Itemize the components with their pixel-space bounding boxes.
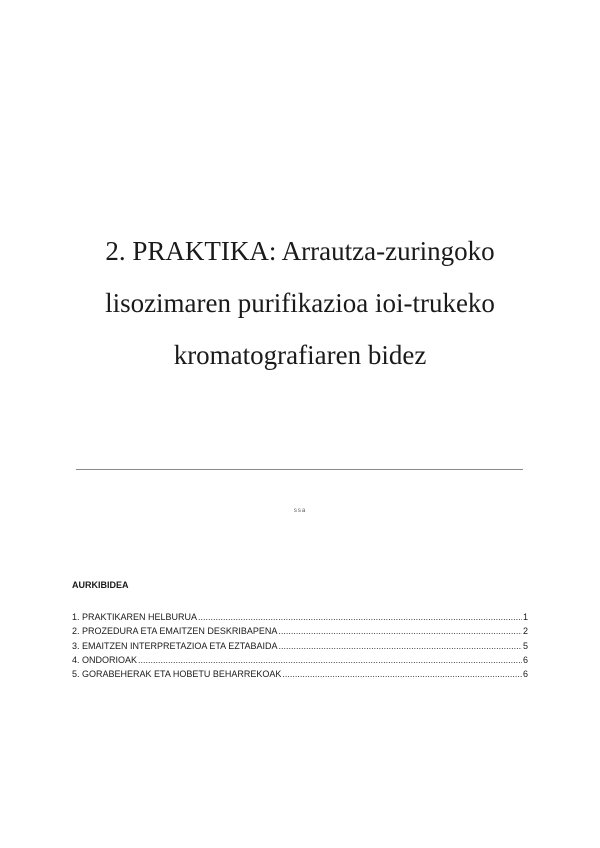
toc-entry[interactable] [72, 669, 528, 683]
toc-entry-label: 3. EMAITZEN INTERPRETAZIOA ETA EZTABAIDA [72, 640, 278, 651]
title-line-2: lisozimaren purifikazioa ioi-trukeko [105, 288, 495, 318]
toc-entry-page: 1 [522, 612, 528, 622]
toc-dot-leader [138, 655, 522, 665]
horizontal-divider [76, 469, 523, 470]
table-of-contents [72, 612, 528, 683]
toc-heading: AURKIBIDEA [72, 580, 129, 590]
toc-entry-page: 2 [522, 626, 528, 637]
toc-entry-label: 1. PRAKTIKAREN HELBURUA [72, 612, 198, 622]
toc-dot-leader [279, 641, 522, 651]
toc-entry-page: 5 [522, 640, 528, 651]
toc-entry[interactable] [72, 641, 528, 655]
toc-entry-page: 6 [522, 669, 528, 680]
toc-dot-leader [278, 626, 522, 636]
toc-entry-page: 6 [522, 654, 528, 665]
toc-entry[interactable] [72, 612, 528, 626]
title-line-3: kromatografiaren bidez [173, 340, 427, 370]
toc-dot-leader [198, 612, 522, 622]
toc-entry-label: 5. GORABEHERAK ETA HOBETU BEHARREKOAK [72, 669, 282, 680]
title-line-1: 2. PRAKTIKA: Arrautza-zuringoko [105, 236, 495, 266]
toc-entry-label: 2. PROZEDURA ETA EMAITZEN DESKRIBAPENA [72, 626, 278, 637]
toc-dot-leader [282, 669, 522, 679]
small-mark: ssa [293, 508, 307, 514]
toc-entry[interactable] [72, 655, 528, 669]
document-title [60, 225, 540, 381]
toc-entry-label: 4. ONDORIOAK [72, 654, 138, 665]
toc-entry[interactable] [72, 626, 528, 640]
